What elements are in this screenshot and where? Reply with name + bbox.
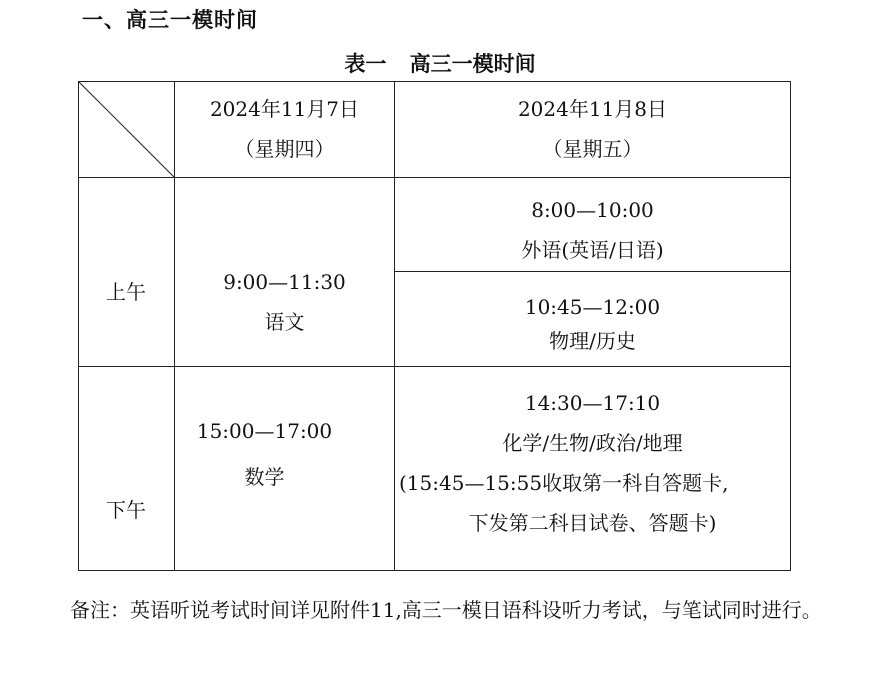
header-day1-weekday: （星期四） — [234, 137, 335, 161]
day1-morning-exam — [175, 262, 394, 342]
day2-afternoon-note-line2: 下发第二科目试卷、答题卡) — [468, 511, 717, 535]
corner-diagonal-line — [78, 81, 175, 178]
footnote-text: 备注：英语听说考试时间详见附件11,高三一模日语科设听力考试，与笔试同时进行。 — [70, 598, 822, 622]
day2-morning-2-time: 10:45—12:00 — [524, 295, 661, 319]
day2-morning-exam-2 — [395, 290, 790, 358]
day2-morning-exam-1 — [395, 190, 790, 270]
header-day2-date: 2024年11月8日 — [517, 97, 668, 121]
day2-morning-2-subject: 物理/历史 — [549, 329, 636, 353]
table-border-bottom — [78, 570, 791, 571]
row-label-afternoon: 下午 — [106, 498, 146, 522]
day2-afternoon-time: 14:30—17:10 — [524, 391, 661, 415]
day1-afternoon-time: 15:00—17:00 — [196, 419, 333, 443]
table-caption-title: 高三一模时间 — [409, 52, 536, 76]
day1-afternoon-subject: 数学 — [244, 465, 285, 489]
day1-morning-subject: 语文 — [264, 310, 305, 334]
table-morning-afternoon-divider — [78, 366, 791, 367]
table-morning-inner-divider — [395, 271, 791, 272]
table-header-divider — [78, 177, 791, 178]
day2-morning-1-time: 8:00—10:00 — [531, 198, 654, 222]
row-label-morning: 上午 — [106, 280, 146, 304]
day2-afternoon-exam — [395, 383, 790, 543]
day2-afternoon-note-line1: (15:45—15:55收取第一科自答题卡, — [399, 471, 729, 495]
table-caption-label: 表一 — [344, 52, 387, 76]
header-day2-weekday: （星期五） — [542, 137, 643, 161]
day1-morning-time: 9:00—11:30 — [223, 270, 346, 294]
table-border-right — [790, 81, 791, 571]
header-day1-date: 2024年11月7日 — [209, 97, 360, 121]
day2-afternoon-subject: 化学/生物/政治/地理 — [502, 431, 683, 455]
header-day1 — [175, 89, 394, 169]
day2-morning-1-subject: 外语(英语/日语) — [521, 238, 664, 262]
section-heading: 一、高三一模时间 — [82, 8, 258, 32]
day1-afternoon-exam — [155, 408, 374, 500]
table-caption — [0, 48, 880, 78]
header-day2 — [395, 89, 790, 169]
table-border-top — [78, 81, 791, 82]
